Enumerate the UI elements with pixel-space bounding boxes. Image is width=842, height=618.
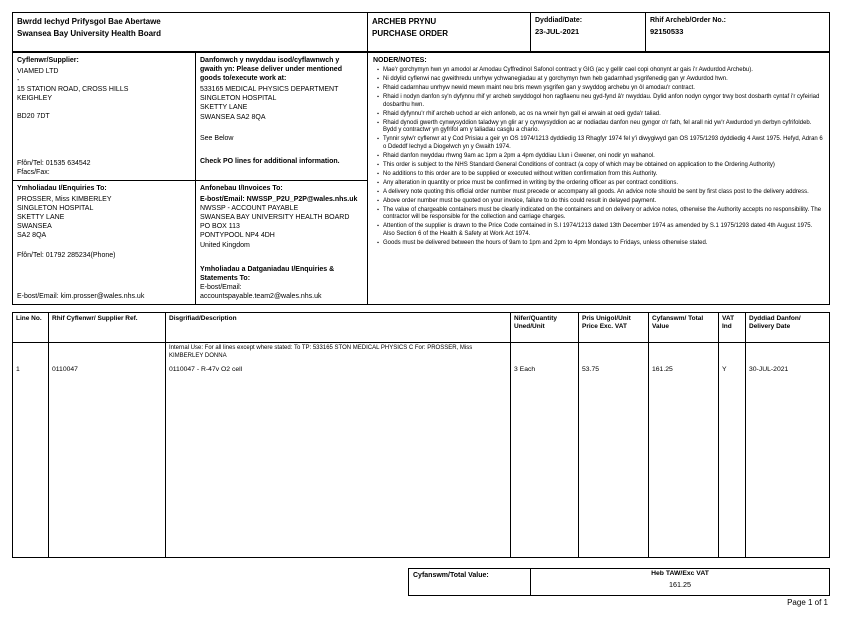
- note-item: [373, 94, 824, 109]
- address-notes-block: [12, 52, 830, 305]
- note-item: [373, 198, 824, 206]
- note-text: Rhaid cadarnhau unrhyw newid mewn maint neu bris mewn ysgrifen gan y swyddog archebu yn ôl amodau'r contract.: [383, 85, 695, 92]
- page-number: Page 1 of 1: [787, 598, 828, 607]
- note-item: [373, 189, 824, 197]
- note-item: [373, 76, 824, 84]
- notes-cell: [368, 53, 829, 304]
- spacer: [511, 343, 578, 365]
- supplier-fax: Ffacs/Fax:: [17, 168, 50, 176]
- col-header: Line No.: [13, 313, 48, 343]
- line-no-value: 1: [16, 366, 20, 373]
- note-text: Ni ddylid cyflenwi nac gweithredu unrhyw ychwanegiadau at y gorchymyn hwn heb gadarnhad ysgrifenedig gan yr Awdurdod hwn.: [383, 76, 728, 83]
- note-item: [373, 180, 824, 188]
- bullet-icon: ▪: [377, 223, 379, 230]
- spacer: [746, 343, 829, 365]
- note-item: [373, 67, 824, 75]
- header-table: [12, 12, 830, 52]
- supplier-phone: Ffôn/Tel: 01535 634542: [17, 159, 91, 167]
- spacer: [649, 343, 718, 365]
- vat-exclusive-label: Heb TAW/Exc VAT: [651, 570, 709, 577]
- note-item: [373, 162, 824, 170]
- enquiries-address: [17, 195, 191, 240]
- order-number-label: Rhif Archeb/Order No.:: [650, 17, 726, 24]
- bullet-icon: ▪: [377, 152, 379, 159]
- invoices-email: E-bost/Email: NWSSP_P2U_P2P@wales.nhs.uk: [200, 196, 358, 204]
- doc-title-cell: [368, 13, 531, 51]
- col-description: [166, 313, 511, 557]
- bullet-icon: ▪: [377, 179, 379, 186]
- note-text: Mae'r gorchymyn hwn yn amodol ar Amodau Cyffredinol Safonol contract y GIG (ac y gellir cael copi ohonynt ar gais i'r Awdurdod Archebu).: [383, 67, 753, 74]
- invoices-address: [200, 204, 363, 249]
- enquiries-label: Ymholiadau I/Enquiries To:: [17, 185, 107, 192]
- bullet-icon: ▪: [377, 161, 379, 168]
- col-header: Disgrifiad/Description: [166, 313, 510, 343]
- address-line: SA2 8QA: [17, 232, 47, 240]
- col-unit-price: [579, 313, 649, 557]
- doc-title-english: PURCHASE ORDER: [372, 29, 449, 38]
- bullet-icon: ▪: [377, 136, 379, 143]
- notes-list: [373, 67, 824, 247]
- address-line: SWANSEA: [17, 223, 52, 231]
- note-item: [373, 120, 824, 135]
- delivery-date-value: 30-JUL-2021: [749, 366, 789, 373]
- col-header: Rhif Cyflenwr/ Supplier Ref.: [49, 313, 165, 343]
- unit-price-value: 53.75: [582, 366, 600, 373]
- col-delivery-date: [746, 313, 829, 557]
- address-line: PROSSER, Miss KIMBERLEY: [17, 196, 112, 204]
- supplier-address: [17, 67, 191, 121]
- address-line: SKETTY LANE: [200, 104, 248, 112]
- note-item: [373, 171, 824, 179]
- spacer: [579, 343, 648, 365]
- note-text: No additions to this order are to be supplied or executed without written confirmation from this Authority.: [383, 170, 658, 177]
- address-line: KEIGHLEY: [17, 95, 53, 103]
- totals-value-cell: [531, 569, 829, 595]
- address-line: VIAMED LTD: [17, 68, 59, 76]
- note-text: Attention of the supplier is drawn to the Price Code contained in S.I 1974/1213 dated 13th December 1974 as amended by S.1 1975/1293 dated 4th August 1975. Also Section 6 of the Health & Safety at Work Act 1974.: [383, 223, 813, 237]
- address-line: SINGLETON HOSPITAL: [200, 95, 277, 103]
- address-line: PONTYPOOL NP4 4DH: [200, 232, 275, 240]
- statements-email: E-bost/Email: accountspayable.team2@wales.nhs.uk: [200, 283, 322, 300]
- note-item: [373, 136, 824, 151]
- note-text: Rhaid dyfynnu'r rhif archeb uchod ar eich anfoneb, ac os na wneir hyn gall ei arwain at oedi gyda'r taliad.: [383, 110, 661, 117]
- spacer: [13, 343, 48, 365]
- address-line: -: [17, 77, 20, 85]
- bullet-icon: ▪: [377, 206, 379, 213]
- delivery-label: Danfonwch y nwyddau isod/cyflawnwch y gwaith yn: Please deliver under mentioned goods to/execute work at:: [200, 57, 342, 83]
- total-value: 161.25: [652, 366, 673, 373]
- address-line: BD20 7DT: [17, 112, 50, 120]
- bullet-icon: ▪: [377, 239, 379, 246]
- date-label: Dyddiad/Date:: [535, 17, 583, 24]
- note-item: [373, 240, 824, 248]
- bullet-icon: ▪: [377, 67, 379, 74]
- enquiries-phone: Ffôn/Tel: 01792 285234(Phone): [17, 251, 116, 259]
- address-line: [17, 103, 191, 112]
- doc-title-welsh: ARCHEB PRYNU: [372, 17, 437, 26]
- note-text: Tynnir sylw'r cyflenwr at y Cod Prisiau a geir yn OS 1974/1213 dyddiedig 13 Rhagfyr 1974 fel y'i diwygiwyd gan OS 1975/1293 dyddiedig 4 Awst 1975. Hefyd, Adran 6 o Ddeddf Iechyd a Diogelwch yn y Gwaith 1974.: [383, 136, 823, 150]
- spacer: [49, 343, 165, 365]
- note-item: [373, 207, 824, 222]
- totals-label: Cyfanswm/Total Value:: [409, 569, 531, 595]
- date-value: 23-JUL-2021: [535, 27, 580, 37]
- col-total-value: [649, 313, 719, 557]
- bullet-icon: ▪: [377, 188, 379, 195]
- note-item: [373, 85, 824, 93]
- bullet-icon: ▪: [377, 110, 379, 117]
- col-line-no: [13, 313, 49, 557]
- order-number-cell: [646, 13, 829, 51]
- date-cell: [531, 13, 646, 51]
- spacer: [719, 343, 745, 365]
- supplier-contact: [17, 159, 191, 177]
- statements-label: Ymholiadau a Datganiadau I/Enquiries & Statements To:: [200, 265, 335, 282]
- note-text: The value of chargeable containers must be clearly indicated on the containers and on delivery or advice notes, otherwise the Authority accepts no responsibility. The contractor will be responsible for the collection and carriage charges.: [383, 206, 822, 221]
- bullet-icon: ▪: [377, 197, 379, 204]
- supplier-delivery-row: [13, 53, 367, 181]
- invoices-cell: [196, 181, 367, 304]
- org-name-english: Swansea Bay University Health Board: [17, 29, 162, 38]
- note-text: Rhaid danfon nwyddau rhwng 9am ac 1pm a 2pm a 4pm dyddiau Llun i Gwener, oni nodir yn wahanol.: [383, 152, 655, 159]
- enquiries-cell: [13, 181, 196, 304]
- bullet-icon: ▪: [377, 85, 379, 92]
- address-line: SWANSEA SA2 8QA: [200, 113, 266, 121]
- description-value: 0110047 - R-47v O2 cell: [169, 366, 243, 373]
- address-line: SINGLETON HOSPITAL: [17, 205, 94, 213]
- note-text: This order is subject to the NHS Standard General Conditions of contract (a copy of which may be obtained on application to the Ordering Authority): [383, 161, 775, 168]
- address-line: SWANSEA BAY UNIVERSITY HEALTH BOARD: [200, 214, 350, 222]
- internal-use-text: Internal Use: For all lines except where stated: To TP: 533165 STON MEDICAL PHYSICS C For: PROSSER, Miss KIMBERLEY DONNA: [169, 345, 473, 359]
- note-text: Goods must be delivered between the hours of 9am to 1pm and 2pm to 4pm Mondays to Fridays, unless otherwise stated.: [383, 239, 708, 246]
- address-columns: [13, 53, 368, 304]
- col-vat-ind: [719, 313, 746, 557]
- col-supplier-ref: [49, 313, 166, 557]
- address-line: 533165 MEDICAL PHYSICS DEPARTMENT: [200, 86, 339, 94]
- address-line: United Kingdom: [200, 241, 250, 249]
- totals-box: [408, 568, 830, 596]
- enquiries-email: E-bost/Email: kim.prosser@wales.nhs.uk: [17, 292, 145, 300]
- col-header: Nifer/Quantity Uned/Unit: [511, 313, 578, 343]
- note-item: [373, 223, 824, 238]
- supplier-cell: [13, 53, 196, 180]
- quantity-value: 3 Each: [514, 366, 536, 373]
- bullet-icon: ▪: [377, 119, 379, 126]
- supplier-ref-value: 0110047: [52, 366, 78, 373]
- check-po-note: Check PO lines for additional information.: [200, 157, 340, 165]
- note-text: A delivery note quoting this official order number must precede or accompany all goods. An advice note should be sent by first class post to the delivery address.: [383, 188, 809, 195]
- bullet-icon: ▪: [377, 170, 379, 177]
- col-quantity: [511, 313, 579, 557]
- col-header: Cyfanswm/ Total Value: [649, 313, 718, 343]
- org-name-cell: [13, 13, 368, 51]
- note-text: Rhaid dynodi gwerth cynwysyddion taladwy yn glir ar y cynwysyddion ac ar nodiadau danfon neu gyngor o'r fath, fel arall nid yw'r Awdurdod yn derbyn cyfrifoldeb. Bydd y contractwr yn gyfrifol am y taliadau casglu a chario.: [383, 119, 812, 134]
- note-item: [373, 111, 824, 119]
- col-header: VAT Ind: [719, 313, 745, 343]
- note-text: Above order number must be quoted on your invoice, failure to do this could result in delayed payment.: [383, 197, 657, 204]
- see-below-text: See Below: [200, 134, 234, 142]
- address-line: NWSSP - ACCOUNT PAYABLE: [200, 205, 299, 213]
- note-text: Rhaid i nodyn danfon sy'n dyfynnu rhif yr archeb swyddogol hon ragflaenu neu gyd-fynd â'r nwyddau. Dylid anfon nodyn cyngor trwy bost dosbarth cyntaf i'r cyfeiriad dosbarthu hwn.: [383, 94, 820, 108]
- total-amount: 161.25: [669, 579, 691, 589]
- org-name-welsh: Bwrdd Iechyd Prifysgol Bae Abertawe: [17, 17, 161, 26]
- delivery-address: [200, 85, 363, 121]
- notes-label: NODER/NOTES:: [373, 57, 427, 64]
- bullet-icon: ▪: [377, 94, 379, 101]
- supplier-label: Cyflenwr/Supplier:: [17, 57, 79, 64]
- note-text: Any alteration in quantity or price must be confirmed in writing by the ordering officer as per contract conditions.: [383, 179, 679, 186]
- vat-ind-value: Y: [722, 366, 727, 373]
- address-line: 15 STATION ROAD, CROSS HILLS: [17, 86, 129, 94]
- order-number-value: 92150533: [650, 27, 684, 37]
- address-line: SKETTY LANE: [17, 214, 65, 222]
- address-line: PO BOX 113: [200, 223, 240, 231]
- bullet-icon: ▪: [377, 76, 379, 83]
- delivery-cell: [196, 53, 367, 180]
- invoices-label: Anfonebau I/Invoices To:: [200, 185, 283, 192]
- col-header: Dyddiad Danfon/ Delivery Date: [746, 313, 829, 343]
- order-lines-table: [12, 312, 830, 558]
- col-header: Pris Unigol/Unit Price Exc. VAT: [579, 313, 648, 343]
- enquiries-invoices-row: [13, 181, 367, 304]
- statements-block: [200, 265, 363, 301]
- note-item: [373, 153, 824, 161]
